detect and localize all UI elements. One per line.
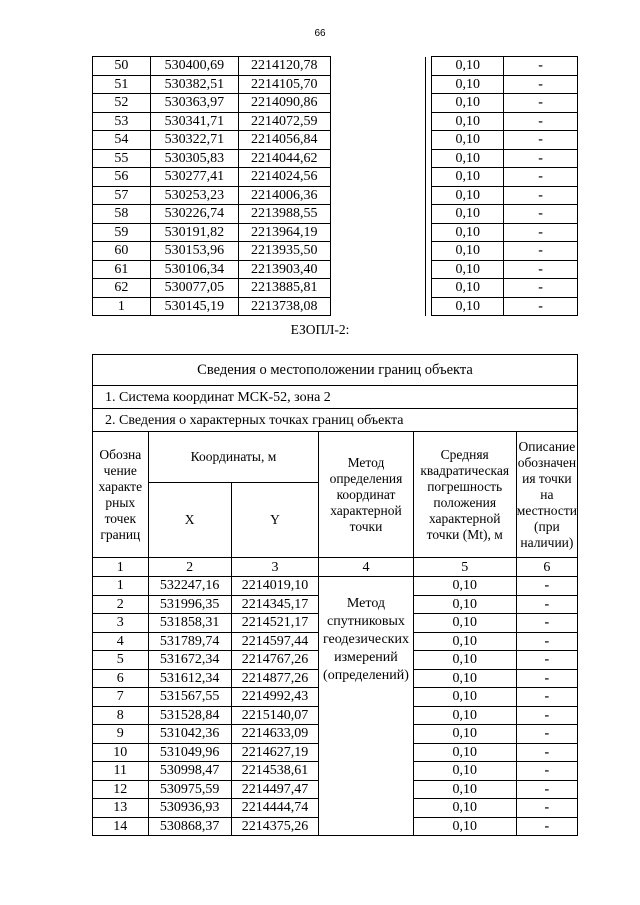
boundary-info-table xyxy=(92,354,578,836)
method-cell-empty xyxy=(330,149,426,168)
mt-value: 0,10 xyxy=(413,743,516,762)
coord-y: 2214627,19 xyxy=(231,743,319,762)
coord-x: 530253,23 xyxy=(150,186,238,205)
point-number: 3 xyxy=(93,614,149,633)
method-cell-empty xyxy=(330,260,426,279)
mt-value: 0,10 xyxy=(432,279,504,298)
description-value: - xyxy=(516,632,577,651)
point-number: 9 xyxy=(93,725,149,744)
point-number: 52 xyxy=(93,94,151,113)
coord-x: 530106,34 xyxy=(150,260,238,279)
coord-y: 2214105,70 xyxy=(238,75,330,94)
mt-value: 0,10 xyxy=(432,149,504,168)
coord-y: 2213935,50 xyxy=(238,242,330,261)
table-row xyxy=(93,577,578,596)
coord-x: 530322,71 xyxy=(150,131,238,150)
point-number: 4 xyxy=(93,632,149,651)
coord-y: 2213738,08 xyxy=(238,297,330,316)
mt-value: 0,10 xyxy=(413,706,516,725)
table-row xyxy=(93,186,578,205)
description-value: - xyxy=(516,743,577,762)
mt-value: 0,10 xyxy=(413,577,516,596)
coord-y: 2214521,17 xyxy=(231,614,319,633)
point-number: 2 xyxy=(93,595,149,614)
description-value: - xyxy=(516,817,577,836)
coord-x: 530305,83 xyxy=(150,149,238,168)
mt-value: 0,10 xyxy=(432,168,504,187)
coord-x: 532247,16 xyxy=(148,577,231,596)
coord-x: 531672,34 xyxy=(148,651,231,670)
table-row xyxy=(93,242,578,261)
coordinates-table-body xyxy=(93,57,578,316)
method-cell-empty xyxy=(330,94,426,113)
coordinates-table-continued xyxy=(92,56,578,316)
coord-y: 2214019,10 xyxy=(231,577,319,596)
table-row xyxy=(93,112,578,131)
point-number: 58 xyxy=(93,205,151,224)
point-number: 6 xyxy=(93,669,149,688)
coord-x: 530145,19 xyxy=(150,297,238,316)
description-value: - xyxy=(516,762,577,781)
description-value: - xyxy=(504,112,578,131)
table-row xyxy=(93,57,578,76)
mt-value: 0,10 xyxy=(413,799,516,818)
method-cell-empty xyxy=(330,297,426,316)
mt-value: 0,10 xyxy=(432,75,504,94)
mt-value: 0,10 xyxy=(432,131,504,150)
column-number: 6 xyxy=(516,558,577,577)
table-row xyxy=(93,75,578,94)
point-number: 11 xyxy=(93,762,149,781)
coord-x: 531049,96 xyxy=(148,743,231,762)
header-x: X xyxy=(148,483,231,558)
coord-x: 530341,71 xyxy=(150,112,238,131)
point-number: 56 xyxy=(93,168,151,187)
mt-value: 0,10 xyxy=(413,688,516,707)
coord-x: 530277,41 xyxy=(150,168,238,187)
mt-value: 0,10 xyxy=(432,186,504,205)
table-row xyxy=(93,223,578,242)
coord-y: 2214024,56 xyxy=(238,168,330,187)
method-cell-empty xyxy=(330,205,426,224)
coordinate-system-line: 1. Система координат МСК-52, зона 2 xyxy=(93,386,578,409)
point-number: 7 xyxy=(93,688,149,707)
coord-y: 2213988,55 xyxy=(238,205,330,224)
header-point-designation: Обозна чение характе рных точек границ xyxy=(93,432,149,558)
description-value: - xyxy=(516,651,577,670)
coord-y: 2213885,81 xyxy=(238,279,330,298)
point-number: 12 xyxy=(93,780,149,799)
points-info-line: 2. Сведения о характерных точках границ объекта xyxy=(93,409,578,432)
mt-value: 0,10 xyxy=(432,94,504,113)
description-value: - xyxy=(504,149,578,168)
page-number: 66 xyxy=(314,28,326,39)
coord-y: 2214090,86 xyxy=(238,94,330,113)
description-value: - xyxy=(504,131,578,150)
description-value: - xyxy=(504,242,578,261)
description-value: - xyxy=(516,669,577,688)
point-number: 51 xyxy=(93,75,151,94)
column-number: 3 xyxy=(231,558,319,577)
description-value: - xyxy=(504,168,578,187)
table-row xyxy=(93,205,578,224)
point-number: 59 xyxy=(93,223,151,242)
boundary-info-table-body xyxy=(93,355,578,836)
method-cell-empty xyxy=(330,112,426,131)
coord-y: 2214120,78 xyxy=(238,57,330,76)
point-number: 57 xyxy=(93,186,151,205)
mt-value: 0,10 xyxy=(432,57,504,76)
point-number: 13 xyxy=(93,799,149,818)
coord-x: 530936,93 xyxy=(148,799,231,818)
coord-y: 2214992,43 xyxy=(231,688,319,707)
point-number: 5 xyxy=(93,651,149,670)
description-value: - xyxy=(516,706,577,725)
coord-y: 2214767,26 xyxy=(231,651,319,670)
table-row xyxy=(93,94,578,113)
coord-y: 2214044,62 xyxy=(238,149,330,168)
point-number: 50 xyxy=(93,57,151,76)
description-value: - xyxy=(504,94,578,113)
mt-value: 0,10 xyxy=(432,112,504,131)
coord-x: 530868,37 xyxy=(148,817,231,836)
coord-x: 530191,82 xyxy=(150,223,238,242)
point-number: 1 xyxy=(93,297,151,316)
table-row xyxy=(93,260,578,279)
header-coordinates: Координаты, м xyxy=(148,432,319,483)
coord-y: 2214877,26 xyxy=(231,669,319,688)
method-cell-empty xyxy=(330,186,426,205)
method-cell-empty xyxy=(330,57,426,76)
table-row xyxy=(93,168,578,187)
coord-y: 2214006,36 xyxy=(238,186,330,205)
coord-x: 531858,31 xyxy=(148,614,231,633)
method-cell-empty xyxy=(330,279,426,298)
coord-x: 531567,55 xyxy=(148,688,231,707)
description-value: - xyxy=(504,279,578,298)
description-value: - xyxy=(516,725,577,744)
description-value: - xyxy=(504,223,578,242)
coord-x: 530400,69 xyxy=(150,57,238,76)
description-value: - xyxy=(516,614,577,633)
coord-y: 2213964,19 xyxy=(238,223,330,242)
point-number: 55 xyxy=(93,149,151,168)
description-value: - xyxy=(516,688,577,707)
coord-x: 531612,34 xyxy=(148,669,231,688)
description-value: - xyxy=(516,577,577,596)
coord-x: 530077,05 xyxy=(150,279,238,298)
header-mt: Средняя квадратическая погрешность положения характерной точки (Mt), м xyxy=(413,432,516,558)
zone-title: ЕЗОПЛ-2: xyxy=(290,322,350,337)
method-cell-empty xyxy=(330,75,426,94)
coord-x: 530382,51 xyxy=(150,75,238,94)
mt-value: 0,10 xyxy=(413,817,516,836)
coord-x: 531996,35 xyxy=(148,595,231,614)
description-value: - xyxy=(504,57,578,76)
coord-y: 2214056,84 xyxy=(238,131,330,150)
description-value: - xyxy=(504,75,578,94)
table-row xyxy=(93,149,578,168)
description-value: - xyxy=(504,186,578,205)
mt-value: 0,10 xyxy=(413,651,516,670)
point-number: 61 xyxy=(93,260,151,279)
description-value: - xyxy=(504,260,578,279)
column-number: 2 xyxy=(148,558,231,577)
mt-value: 0,10 xyxy=(413,632,516,651)
description-value: - xyxy=(504,205,578,224)
column-number: 4 xyxy=(319,558,413,577)
coord-x: 531042,36 xyxy=(148,725,231,744)
header-y: Y xyxy=(231,483,319,558)
method-cell-empty xyxy=(330,242,426,261)
method-cell-empty xyxy=(330,131,426,150)
point-number: 14 xyxy=(93,817,149,836)
header-method: Метод определения координат характерной точки xyxy=(319,432,413,558)
description-value: - xyxy=(516,799,577,818)
header-description: Описание обозначен ия точки на местности (при наличии) xyxy=(516,432,577,558)
coord-y: 2214597,44 xyxy=(231,632,319,651)
table-row xyxy=(93,131,578,150)
table-main-header: Сведения о местоположении границ объекта xyxy=(93,355,578,386)
mt-value: 0,10 xyxy=(413,669,516,688)
mt-value: 0,10 xyxy=(413,725,516,744)
table-row xyxy=(93,297,578,316)
point-number: 60 xyxy=(93,242,151,261)
coord-y: 2214345,17 xyxy=(231,595,319,614)
method-value: Метод спутниковых геодезических измерений (определений) xyxy=(319,577,413,836)
method-cell-empty xyxy=(330,168,426,187)
mt-value: 0,10 xyxy=(432,242,504,261)
method-cell-empty xyxy=(330,223,426,242)
column-number: 5 xyxy=(413,558,516,577)
coord-y: 2214072,59 xyxy=(238,112,330,131)
coord-x: 530975,59 xyxy=(148,780,231,799)
mt-value: 0,10 xyxy=(432,260,504,279)
coord-y: 2214375,26 xyxy=(231,817,319,836)
coord-y: 2214633,09 xyxy=(231,725,319,744)
point-number: 62 xyxy=(93,279,151,298)
coord-x: 530226,74 xyxy=(150,205,238,224)
mt-value: 0,10 xyxy=(432,223,504,242)
coord-x: 530363,97 xyxy=(150,94,238,113)
coord-x: 530153,96 xyxy=(150,242,238,261)
column-number: 1 xyxy=(93,558,149,577)
point-number: 1 xyxy=(93,577,149,596)
mt-value: 0,10 xyxy=(432,205,504,224)
coord-y: 2214538,61 xyxy=(231,762,319,781)
coord-y: 2213903,40 xyxy=(238,260,330,279)
point-number: 53 xyxy=(93,112,151,131)
point-number: 8 xyxy=(93,706,149,725)
coord-y: 2214497,47 xyxy=(231,780,319,799)
mt-value: 0,10 xyxy=(432,297,504,316)
coord-x: 531789,74 xyxy=(148,632,231,651)
coord-x: 530998,47 xyxy=(148,762,231,781)
coord-x: 531528,84 xyxy=(148,706,231,725)
coord-y: 2214444,74 xyxy=(231,799,319,818)
mt-value: 0,10 xyxy=(413,595,516,614)
point-number: 10 xyxy=(93,743,149,762)
description-value: - xyxy=(504,297,578,316)
mt-value: 0,10 xyxy=(413,762,516,781)
mt-value: 0,10 xyxy=(413,780,516,799)
description-value: - xyxy=(516,595,577,614)
mt-value: 0,10 xyxy=(413,614,516,633)
coord-y: 2215140,07 xyxy=(231,706,319,725)
table-row xyxy=(93,279,578,298)
point-number: 54 xyxy=(93,131,151,150)
description-value: - xyxy=(516,780,577,799)
